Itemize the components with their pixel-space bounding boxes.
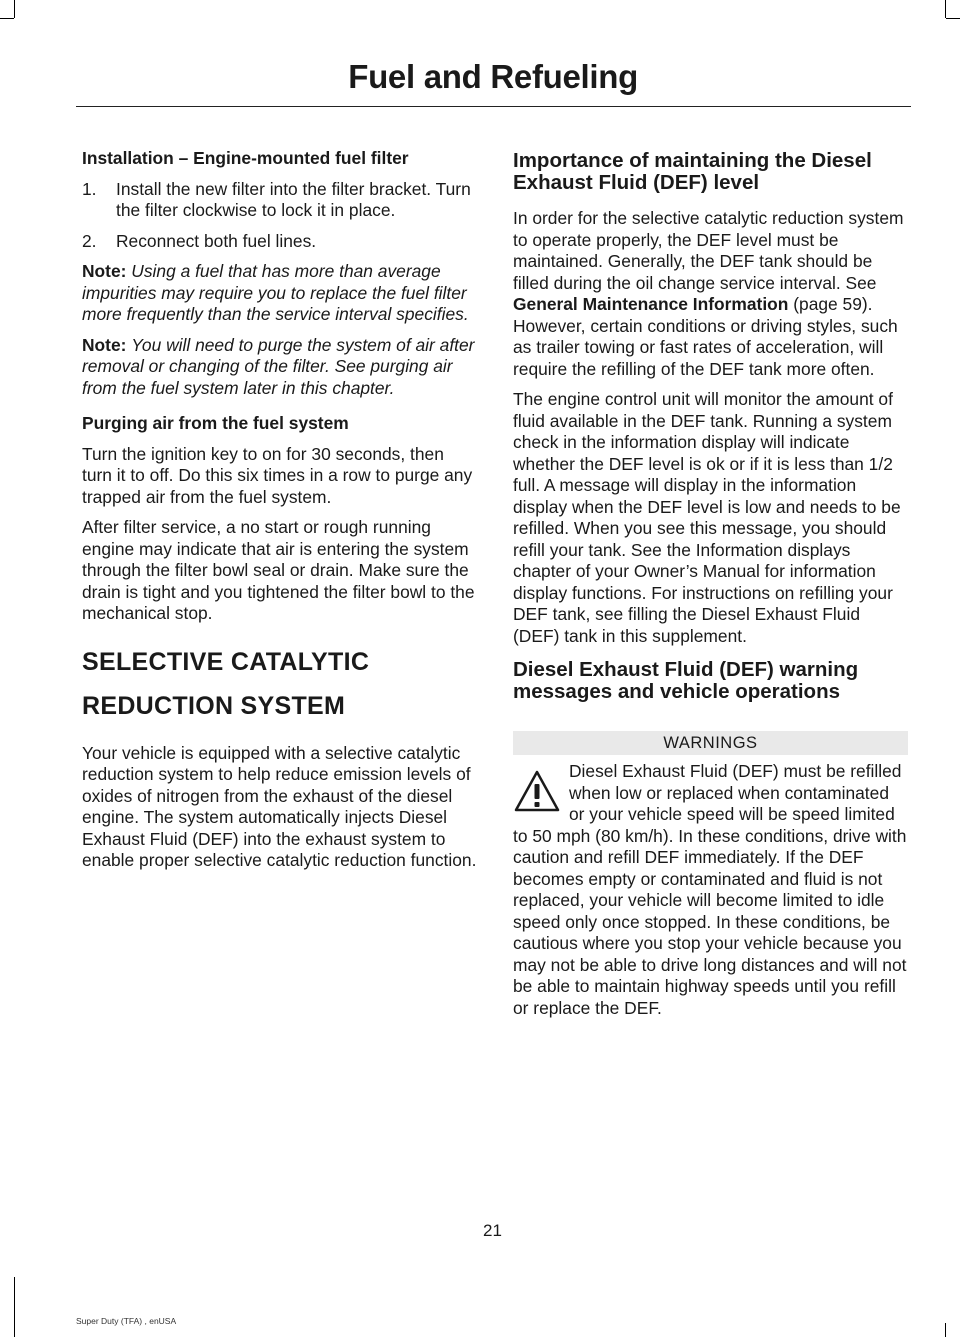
step-number: 2.: [82, 230, 97, 251]
left-column: [82, 148, 477, 881]
step-text: Reconnect both fuel lines.: [116, 230, 317, 251]
crop-mark: [946, 18, 960, 19]
warnings-banner: WARNINGS: [513, 731, 908, 755]
install-heading: Installation – Engine-mounted fuel filter: [82, 148, 409, 168]
def-warning-heading: Diesel Exhaust Fluid (DEF) warning messages and vehicle operations: [513, 658, 859, 703]
note-label: Note:: [82, 261, 127, 281]
scr-paragraph: Your vehicle is equipped with a selective catalytic reduction system to help reduce emission levels of oxides of nitrogen from the exhaust of the diesel engine. The system automatically injects Diesel Exhaust Fluid (DEF) into the exhaust system to enable proper selective catalytic reduction function.: [82, 742, 477, 870]
note-purge-system: [82, 335, 477, 400]
scr-title-line-2: REDUCTION SYSTEM: [82, 691, 346, 720]
page-title: Fuel and Refueling: [348, 58, 638, 95]
scr-title-line-1: SELECTIVE CATALYTIC: [82, 647, 370, 676]
crop-mark: [14, 0, 15, 18]
warning-block: [513, 761, 908, 1019]
def-level-heading: Importance of maintaining the Diesel Exhaust Fluid (DEF) level: [513, 149, 872, 194]
page-reference: (page 59).: [788, 294, 873, 314]
crop-mark: [945, 0, 946, 18]
crop-mark: [0, 18, 14, 19]
general-maintenance-link[interactable]: General Maintenance Information: [513, 294, 789, 314]
crop-mark: [945, 1323, 946, 1337]
note-text: You will need to purge the system of air after removal or changing of the filter. See purging air from the fuel system later in this chapter.: [82, 334, 475, 398]
purge-paragraph-1: Turn the ignition key to on for 30 seconds, then turn it to off. Do this six times in a row to purge any trapped air from the fuel system.: [82, 443, 473, 507]
right-column: [513, 148, 908, 1019]
def-paragraph-1-continued: However, certain conditions or driving styles, such as trailer towing or fast rates of acceleration, will require the refilling of the DEF tank more often.: [513, 315, 898, 379]
header-divider: [76, 106, 911, 107]
step-number: 1.: [82, 178, 97, 199]
def-paragraph-1-text: In order for the selective catalytic reduction system to operate properly, the DEF level must be maintained. Generally, the DEF tank should be filled during the oil change service interval. See: [513, 208, 904, 293]
crop-mark: [14, 1277, 15, 1337]
warning-triangle-icon: [513, 767, 561, 815]
list-item: [82, 231, 477, 253]
install-steps: [82, 179, 477, 253]
note-filter-frequency: [82, 261, 477, 326]
scr-section-title: [82, 647, 477, 721]
def-paragraph-1: [513, 208, 908, 380]
list-item: [82, 179, 477, 222]
purge-paragraph-2: After filter service, a no start or rough running engine may indicate that air is entering the system through the filter bowl seal or drain. Make sure the drain is tight and you tightened the filter bowl to the mechanical stop.: [82, 517, 475, 623]
note-label: Note:: [82, 334, 127, 355]
page-number: 21: [483, 1221, 502, 1240]
step-text: Install the new filter into the filter bracket. Turn the filter clockwise to lock it in place.: [116, 178, 471, 220]
document-id: Super Duty (TFA) , enUSA: [76, 1316, 177, 1326]
note-text: Using a fuel that has more than average impurities may require you to replace the fuel filter more frequently than the service interval specifies.: [82, 261, 469, 324]
def-paragraph-2: The engine control unit will monitor the amount of fluid available in the DEF tank. Running a system check in the information display will indicate whether the DEF level is ok or if it is less than 1/2 full. A message will display in the information display when the DEF level is low and needs to be refilled. When you see this message, you should refill your tank. See the Information displays chapter of your Owner’s Manual for information display functions. For instructions on refilling your DEF tank, see filling the Diesel Exhaust Fluid (DEF) tank in this supplement.: [513, 389, 901, 646]
warning-text: Diesel Exhaust Fluid (DEF) must be refilled when low or replaced when contaminated or your vehicle speed will be speed limited to 50 mph (80 km/h). In these conditions, drive with caution and refill DEF immediately. If the DEF becomes empty or contaminated and fluid is not replaced, your vehicle will become limited to idle speed only once stopped. In these conditions, be cautious where you stop your vehicle because you may not be able to drive long distances and will not be able to maintain highway speeds until you refill or replace the DEF.: [513, 761, 907, 1018]
purge-heading: Purging air from the fuel system: [82, 413, 349, 433]
